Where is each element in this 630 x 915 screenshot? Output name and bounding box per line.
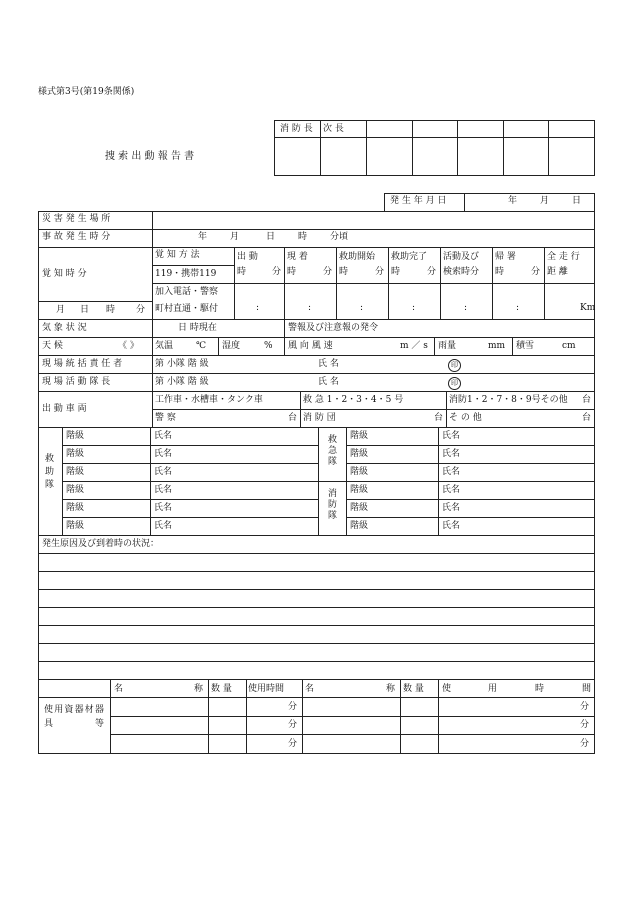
shobo-rank: 階級 bbox=[350, 485, 369, 495]
eq-fun: 分 bbox=[580, 739, 590, 749]
shobo-squad-label: 消防隊 bbox=[328, 489, 338, 521]
eq-h-qty-1: 数 量 bbox=[211, 684, 232, 694]
shobo-rank: 階級 bbox=[350, 521, 369, 531]
col-kyujo-kanryo-right: 分 bbox=[427, 267, 437, 277]
shobo-name: 氏名 bbox=[442, 503, 461, 513]
col-shutsudo-left: 時 bbox=[237, 267, 247, 277]
leader-1-name: 氏 名 bbox=[318, 359, 339, 369]
col-katsudo-top: 活動及び bbox=[443, 252, 480, 262]
kion-unit: ℃ bbox=[196, 341, 207, 351]
kyujo-name: 氏名 bbox=[154, 503, 173, 513]
time-label: 事 故 発 生 時 分 bbox=[42, 232, 111, 242]
kakuchi-method-2: 加入電話・警察 bbox=[155, 287, 219, 297]
eq-h-qty-2: 数 量 bbox=[403, 684, 424, 694]
vehicles-row2-c-unit: 台 bbox=[582, 413, 592, 423]
kyukyu-rank: 階級 bbox=[350, 467, 369, 477]
km-unit: Km bbox=[580, 303, 596, 313]
kyujo-rank: 階級 bbox=[66, 431, 85, 441]
kion-label: 気温 bbox=[155, 341, 174, 351]
shobo-name: 氏名 bbox=[442, 521, 461, 531]
colon-4: : bbox=[412, 303, 416, 313]
form-number: 様式第3号(第19条関係) bbox=[38, 87, 135, 97]
time-minute: 分頃 bbox=[330, 232, 349, 242]
kyukyu-name: 氏名 bbox=[442, 431, 461, 441]
kakuchi-method-title: 覚 知 方 法 bbox=[155, 250, 200, 260]
kyujo-squad-label: 救助隊 bbox=[45, 454, 55, 491]
place-label: 災 害 発 生 場 所 bbox=[42, 214, 111, 224]
kyujo-rank: 階級 bbox=[66, 467, 85, 477]
snow-label: 積雪 bbox=[516, 341, 535, 351]
col-soko-left: 距 離 bbox=[547, 267, 568, 277]
kyujo-rank: 階級 bbox=[66, 521, 85, 531]
time-hour: 時 bbox=[298, 232, 308, 242]
kyujo-name: 氏名 bbox=[154, 485, 173, 495]
hassei-year: 年 bbox=[508, 196, 518, 206]
leader-2-text: 第 小隊 階 級 bbox=[155, 377, 209, 387]
shobo-rank: 階級 bbox=[350, 503, 369, 513]
leader-2-label: 現 場 活 動 隊 長 bbox=[42, 377, 111, 387]
weather-now: 日 時現在 bbox=[178, 323, 217, 333]
equipment-label: 使用資器材器具等 bbox=[44, 705, 104, 730]
col-kyujo-kaishi-left: 時 bbox=[339, 267, 349, 277]
kyukyu-name: 氏名 bbox=[442, 467, 461, 477]
kakuchi-method-3: 町村直通・駆付 bbox=[155, 304, 219, 314]
col-kisho-right: 分 bbox=[531, 267, 541, 277]
eq-h-kan: 間 bbox=[582, 684, 592, 694]
eq-fun: 分 bbox=[288, 720, 298, 730]
eq-h-ji: 時 bbox=[535, 684, 545, 694]
wind-label: 風 向 風 速 bbox=[288, 341, 333, 351]
hassei-day: 日 bbox=[572, 196, 582, 206]
kyujo-name: 氏名 bbox=[154, 449, 173, 459]
approval-fire-chief: 消 防 長 bbox=[280, 124, 313, 134]
vehicles-row2-b-unit: 台 bbox=[434, 413, 444, 423]
leader-1-label: 現 場 統 括 責 任 者 bbox=[42, 359, 123, 369]
time-year: 年 bbox=[198, 232, 208, 242]
shitsudo-label: 湿度 bbox=[222, 341, 241, 351]
vehicles-row2-c: そ の 他 bbox=[449, 413, 482, 423]
eq-h-sho-1: 称 bbox=[194, 684, 204, 694]
wind-unit: m ／ s bbox=[400, 341, 428, 351]
col-genchaku-right: 分 bbox=[323, 267, 333, 277]
col-kyujo-kanryo-left: 時 bbox=[391, 267, 401, 277]
kyujo-rank: 階級 bbox=[66, 485, 85, 495]
eq-fun: 分 bbox=[580, 702, 590, 712]
kakuchi-label: 覚 知 時 分 bbox=[42, 269, 87, 279]
kyukyu-squad-label: 救急隊 bbox=[328, 435, 338, 467]
time-month: 月 bbox=[230, 232, 240, 242]
weather-warning: 警報及び注意報の発令 bbox=[288, 323, 379, 333]
kakuchi-minute: 分 bbox=[136, 305, 146, 315]
col-shutsudo-top: 出 動 bbox=[237, 252, 258, 262]
time-day: 日 bbox=[266, 232, 276, 242]
eq-h-sho-2: 称 bbox=[386, 684, 396, 694]
kakuchi-hour: 時 bbox=[106, 305, 116, 315]
eq-h-you: 用 bbox=[488, 684, 498, 694]
eq-h-time-1: 使用時間 bbox=[248, 684, 285, 694]
col-kyujo-kanryo-top: 救助完了 bbox=[391, 252, 428, 262]
hassei-date-label: 発 生 年 月 日 bbox=[390, 196, 447, 206]
colon-2: : bbox=[308, 303, 312, 313]
colon-5: : bbox=[464, 303, 468, 313]
rain-label: 雨量 bbox=[438, 341, 457, 351]
eq-h-na-1: 名 bbox=[114, 684, 124, 694]
vehicles-row2-b: 消 防 団 bbox=[303, 413, 336, 423]
vehicles-label: 出 動 車 両 bbox=[42, 404, 87, 414]
leader-1-seal: 印 bbox=[448, 359, 461, 372]
col-kyujo-kaishi-right: 分 bbox=[375, 267, 385, 277]
col-soko-top: 全 走 行 bbox=[547, 252, 580, 262]
col-kyujo-kaishi-top: 救助開始 bbox=[339, 252, 376, 262]
leader-2-name: 氏 名 bbox=[318, 377, 339, 387]
leader-1-text: 第 小隊 階 級 bbox=[155, 359, 209, 369]
situation-label: 発生原因及び到着時の状況： bbox=[42, 539, 160, 549]
kakuchi-method-1: 119・携帯119 bbox=[155, 269, 217, 279]
colon-6: : bbox=[516, 303, 520, 313]
snow-unit: cm bbox=[562, 341, 576, 351]
kyukyu-name: 氏名 bbox=[442, 449, 461, 459]
col-katsudo-left: 検索時分 bbox=[443, 267, 480, 277]
eq-fun: 分 bbox=[288, 739, 298, 749]
kyujo-name: 氏名 bbox=[154, 521, 173, 531]
kyujo-rank: 階級 bbox=[66, 449, 85, 459]
rain-unit: mm bbox=[488, 341, 506, 351]
eq-h-shi: 使 bbox=[442, 684, 452, 694]
vehicles-row1-a: 工作車・水槽車・タンク車 bbox=[155, 395, 263, 405]
eq-fun: 分 bbox=[288, 702, 298, 712]
col-kisho-top: 帰 署 bbox=[495, 252, 516, 262]
vehicles-row1-b: 救 急 1・2・3・4・5 号 bbox=[303, 395, 404, 405]
col-kisho-left: 時 bbox=[495, 267, 505, 277]
kakuchi-month: 月 bbox=[56, 305, 66, 315]
weather-label: 気 象 状 況 bbox=[42, 323, 87, 333]
eq-fun: 分 bbox=[580, 720, 590, 730]
kakuchi-day: 日 bbox=[80, 305, 90, 315]
colon-3: : bbox=[360, 303, 364, 313]
kyujo-name: 氏名 bbox=[154, 431, 173, 441]
kyujo-name: 氏名 bbox=[154, 467, 173, 477]
shitsudo-unit: % bbox=[264, 341, 273, 351]
vehicles-row2-a: 警 察 bbox=[155, 413, 176, 423]
kyujo-rank: 階級 bbox=[66, 503, 85, 513]
col-genchaku-left: 時 bbox=[287, 267, 297, 277]
col-shutsudo-right: 分 bbox=[272, 267, 282, 277]
col-genchaku-top: 現 着 bbox=[287, 252, 308, 262]
eq-h-na-2: 名 bbox=[305, 684, 315, 694]
tenko-label: 天 候 bbox=[42, 341, 63, 351]
tenko-paren: 《 》 bbox=[118, 341, 139, 351]
leader-2-seal: 印 bbox=[448, 377, 461, 390]
kyukyu-rank: 階級 bbox=[350, 449, 369, 459]
hassei-month: 月 bbox=[540, 196, 550, 206]
vehicles-row2-a-unit: 台 bbox=[288, 413, 298, 423]
shobo-name: 氏名 bbox=[442, 485, 461, 495]
vehicles-row1-c: 消防1・2・7・8・9号その他 bbox=[449, 395, 568, 405]
kyukyu-rank: 階級 bbox=[350, 431, 369, 441]
approval-deputy: 次 長 bbox=[323, 124, 344, 134]
page-title: 捜 索 出 動 報 告 書 bbox=[105, 151, 195, 162]
colon-1: : bbox=[256, 303, 260, 313]
vehicles-row1-c-unit: 台 bbox=[582, 395, 592, 405]
